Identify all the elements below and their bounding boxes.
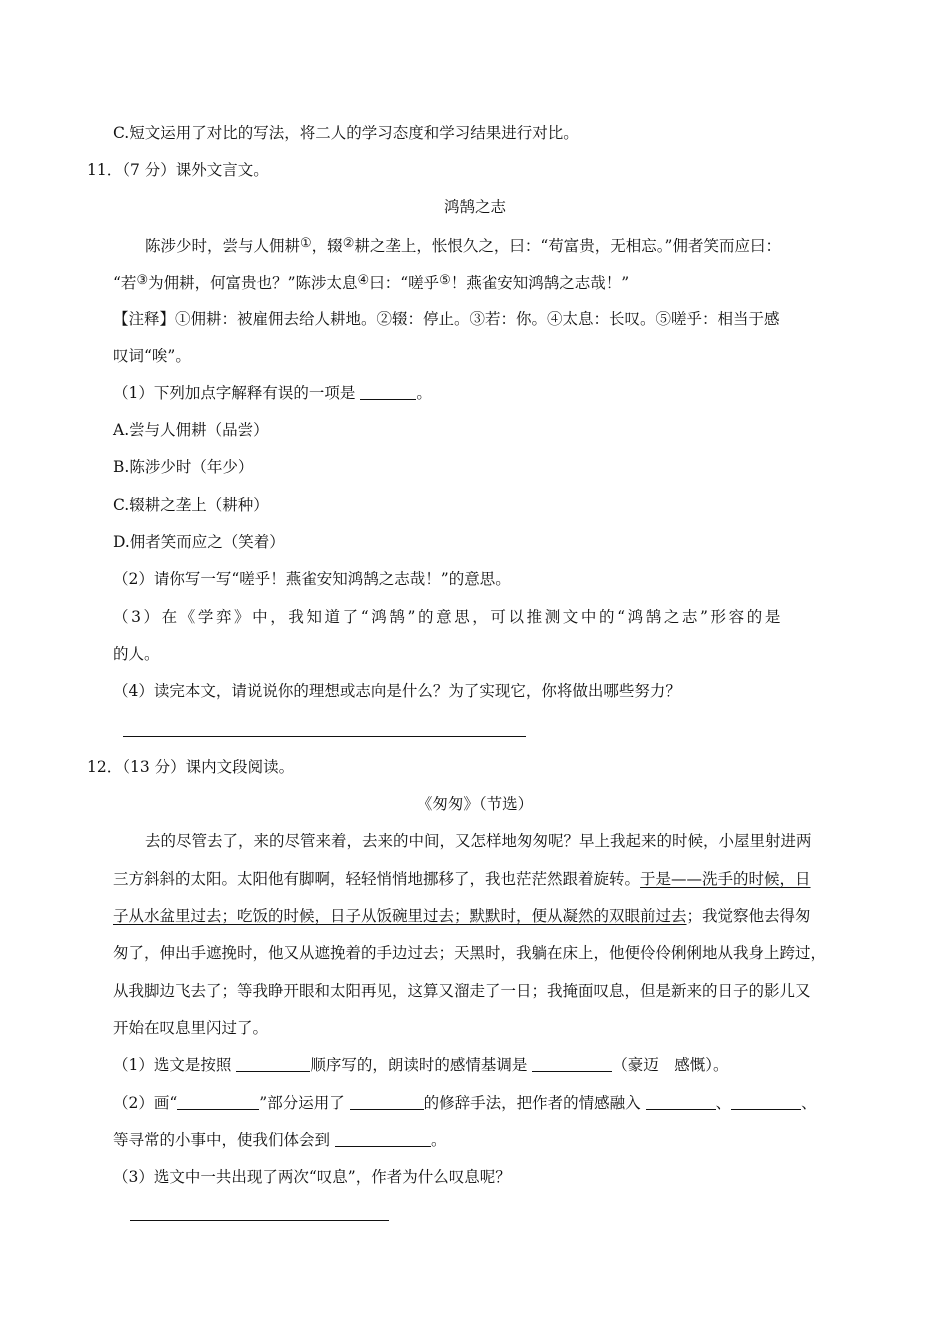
text: ；我觉察他去得匆 (686, 907, 811, 925)
q12-header: 12．（13 分）课内文段阅读。 (87, 758, 295, 776)
q12-passage-line4: 匆了，伸出手遮挽时，他又从遮挽着的手边过去；天黑时，我躺在床上，他便伶伶俐俐地从我身上跨过， (113, 944, 827, 962)
underlined-text: 于是——洗手的时候，日 (640, 870, 811, 888)
q11-option-d: D.佣者笑而应之（笑着） (113, 533, 285, 551)
q11-passage-line2 (113, 271, 629, 293)
q12-passage-line2 (113, 869, 811, 889)
q12-passage-line3 (113, 906, 811, 926)
q12-passage-line1: 去的尽管去了，来的尽管来着，去来的中间，又怎样地匆匆呢？早上我起来的时候，小屋里射进两 (145, 832, 812, 850)
q11-option-a: A.尝与人佣耕（品尝） (113, 421, 269, 439)
text: （豪迈 感慨）。 (612, 1056, 729, 1074)
q11-note-line2: 叹词“唉”。 (113, 347, 191, 365)
answer-blank[interactable] (532, 1057, 612, 1072)
text: 、 (801, 1094, 817, 1112)
answer-blank[interactable] (177, 1095, 259, 1110)
q11-title: 鸿鹄之志 (443, 198, 506, 216)
answer-blank[interactable] (731, 1095, 801, 1110)
q11-note-line1: 【注释】①佣耕：被雇佣去给人耕地。②辍：停止。③若：你。④太息：长叹。⑤嗟乎：相当于感 (113, 310, 780, 328)
q12-sub3: （3）选文中一共出现了两次“叹息”，作者为什么叹息呢？ (113, 1168, 511, 1186)
text: （1）选文是按照 (113, 1056, 232, 1074)
option-c-text: C.短文运用了对比的写法，将二人的学习态度和学习结果进行对比。 (113, 124, 579, 142)
text: （1）下列加点字解释有误的一项是 (113, 384, 356, 402)
q11-sub1 (113, 383, 432, 403)
text: 的修辞手法，把作者的情感融入 (423, 1094, 641, 1112)
q11-sub4: （4）读完本文，请说说你的理想或志向是什么？为了实现它，你将做出哪些努力？ (113, 682, 681, 700)
text: 为佣耕，何富贵也？”陈涉太息 (148, 274, 358, 292)
q11-option-b: B.陈涉少时（年少） (113, 458, 254, 476)
q12-title: 《匆匆》（节选） (416, 795, 534, 813)
text: 耕之垄上，怅恨久之，曰：“苟富贵，无相忘。”佣者笑而应曰： (354, 237, 781, 255)
note-marker: ⑤ (439, 273, 451, 288)
text: ！燕雀安知鸿鹄之志哉！” (450, 274, 630, 292)
text: ”部分运用了 (259, 1094, 345, 1112)
answer-blank[interactable] (350, 1095, 424, 1110)
answer-blank[interactable] (236, 1057, 310, 1072)
q11-passage-line1 (145, 234, 781, 256)
q11-sub3-line2: 的人。 (113, 645, 160, 663)
q12-sub2-line2 (113, 1130, 446, 1150)
answer-blank[interactable] (360, 385, 416, 400)
q11-sub3-line1: （3）在《学弈》中，我知道了“鸿鹄”的意思，可以推测文中的“鸿鹄之志”形容的是 (113, 608, 783, 626)
text: ，辍 (311, 237, 343, 255)
note-marker: ④ (357, 273, 370, 288)
note-marker: ③ (136, 273, 149, 288)
text: 陈涉少时，尝与人佣耕 (145, 237, 301, 255)
answer-blank[interactable] (335, 1132, 431, 1147)
note-marker: ① (300, 236, 312, 251)
q11-option-c: C.辍耕之垄上（耕种） (113, 496, 269, 514)
q12-passage-line5: 从我脚边飞去了；等我睁开眼和太阳再见，这算又溜走了一日；我掩面叹息，但是新来的日子的影儿又 (113, 982, 811, 1000)
q12-answer-line[interactable] (130, 1220, 389, 1221)
text: 。 (430, 1131, 447, 1149)
text: 等寻常的小事中，使我们体会到 (113, 1131, 331, 1149)
q11-header: 11．（7 分）课外文言文。 (87, 161, 269, 179)
note-marker: ② (342, 236, 355, 251)
q11-sub2: （2）请你写一写“嗟乎！燕雀安知鸿鹄之志哉！”的意思。 (113, 570, 511, 588)
text: “若 (113, 274, 137, 292)
q12-passage-line6: 开始在叹息里闪过了。 (113, 1019, 269, 1037)
q11-answer-line[interactable] (123, 736, 526, 737)
underlined-text: 子从水盆里过去；吃饭的时候，日子从饭碗里过去；默默时，便从凝然的双眼前过去 (113, 907, 687, 925)
text: 。 (416, 384, 432, 402)
q12-sub1 (113, 1055, 729, 1075)
text: 顺序写的，朗读时的感情基调是 (310, 1056, 528, 1074)
text: 曰：“嗟乎 (369, 274, 440, 292)
text: 三方斜斜的太阳。太阳他有脚啊，轻轻悄悄地挪移了，我也茫茫然跟着旋转。 (113, 870, 641, 888)
q12-sub2 (113, 1093, 817, 1113)
text: （2）画“ (113, 1094, 178, 1112)
text: 、 (715, 1094, 732, 1112)
answer-blank[interactable] (646, 1095, 716, 1110)
